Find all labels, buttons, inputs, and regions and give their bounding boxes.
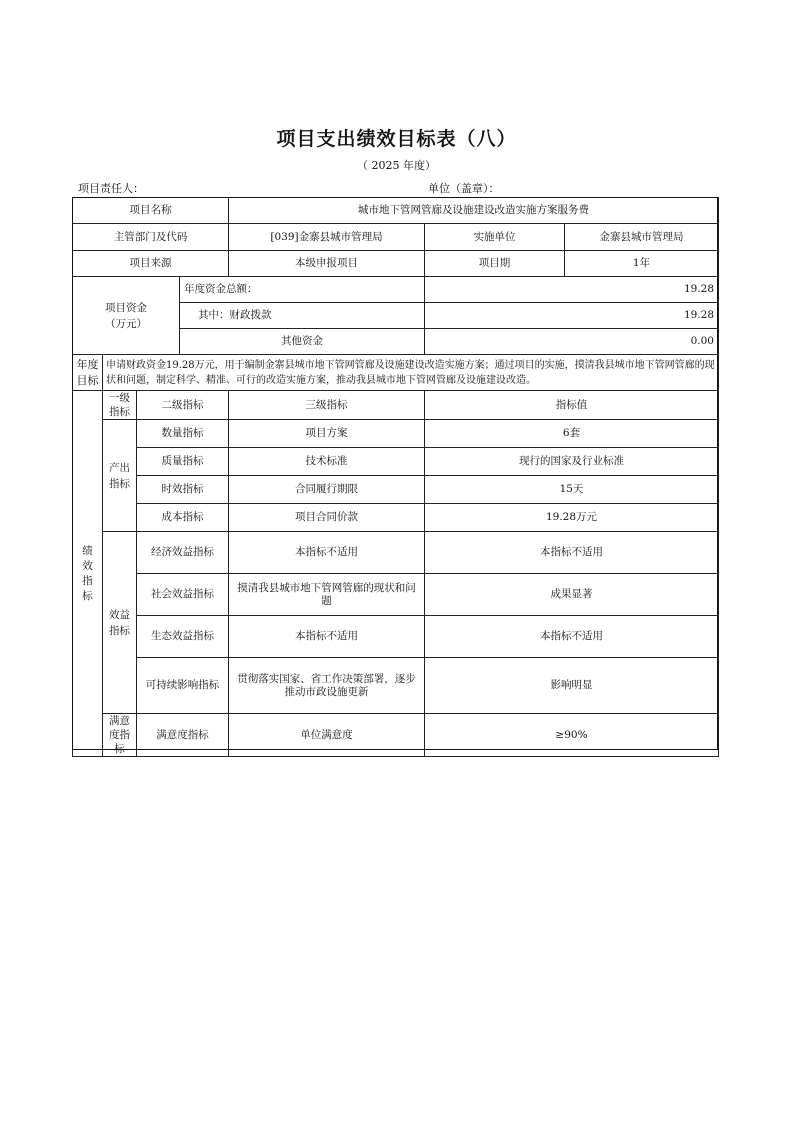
other-funds-value: 0.00 [425, 329, 719, 355]
value-cell: 成果显著 [425, 574, 719, 616]
level2-cell: 数量指标 [137, 420, 229, 448]
level3-cell: 合同履行期限 [229, 476, 425, 504]
table-row [73, 574, 719, 616]
value-cell: 19.28万元 [425, 504, 719, 532]
header-level2: 二级指标 [137, 391, 229, 420]
department-value: [039]金寨县城市管理局 [229, 224, 425, 251]
satisfaction-indicators-label: 满意度指标 [103, 714, 137, 757]
value-cell: 现行的国家及行业标准 [425, 448, 719, 476]
row-department [73, 224, 719, 251]
level2-cell: 可持续影响指标 [137, 658, 229, 714]
level2-cell: 经济效益指标 [137, 532, 229, 574]
level3-cell: 单位满意度 [229, 714, 425, 757]
project-period-value: 1年 [565, 251, 719, 277]
implementing-unit-value: 金寨县城市管理局 [565, 224, 719, 251]
level2-cell: 质量指标 [137, 448, 229, 476]
row-project-name [73, 198, 719, 224]
header-value: 指标值 [425, 391, 719, 420]
table-row [73, 504, 719, 532]
level3-cell: 项目合同价款 [229, 504, 425, 532]
other-funds-label: 其他资金 [180, 329, 425, 355]
level3-cell: 本指标不适用 [229, 532, 425, 574]
performance-target-table [72, 197, 719, 757]
level3-cell: 摸清我县城市地下管网管廊的现状和问题 [229, 574, 425, 616]
page-title: 项目支出绩效目标表（八） [276, 128, 517, 150]
value-cell: 15天 [425, 476, 719, 504]
value-cell: 本指标不适用 [425, 616, 719, 658]
project-source-value: 本级申报项目 [229, 251, 425, 277]
value-cell: ≥90% [425, 714, 719, 757]
annual-goal-label: 年度目标 [73, 355, 103, 391]
level3-cell: 技术标准 [229, 448, 425, 476]
benefit-indicators-label: 效益指标 [103, 532, 137, 714]
annual-total-label: 年度资金总额： [180, 277, 425, 303]
value-cell: 影响明显 [425, 658, 719, 714]
table-row [73, 658, 719, 714]
output-indicators-label: 产出指标 [103, 420, 137, 532]
fiscal-allocation-value: 19.28 [425, 303, 719, 329]
project-name-label: 项目名称 [73, 198, 229, 224]
level2-cell: 时效指标 [137, 476, 229, 504]
row-funds-total [73, 277, 719, 303]
fiscal-allocation-label: 其中：财政拨款 [180, 303, 425, 329]
unit-seal-label: 单位（盖章）： [428, 182, 500, 195]
table-row [73, 616, 719, 658]
level3-cell: 贯彻落实国家、省工作决策部署，逐步推动市政设施更新 [229, 658, 425, 714]
project-period-label: 项目期 [425, 251, 565, 277]
table-row [73, 448, 719, 476]
responsible-person-label: 项目责任人： [78, 182, 144, 195]
year-line: （ 2025 年度） [357, 159, 436, 172]
level3-cell: 项目方案 [229, 420, 425, 448]
level2-cell: 成本指标 [137, 504, 229, 532]
row-source [73, 251, 719, 277]
project-source-label: 项目来源 [73, 251, 229, 277]
row-annual-goal [73, 355, 719, 391]
level2-cell: 满意度指标 [137, 714, 229, 757]
level3-cell: 本指标不适用 [229, 616, 425, 658]
project-funds-label: 项目资金 （万元） [73, 277, 180, 355]
header-level1: 一级指标 [103, 391, 137, 420]
value-cell: 6套 [425, 420, 719, 448]
header-level3: 三级指标 [229, 391, 425, 420]
annual-total-value: 19.28 [425, 277, 719, 303]
implementing-unit-label: 实施单位 [425, 224, 565, 251]
level2-cell: 生态效益指标 [137, 616, 229, 658]
table-row [73, 532, 719, 574]
row-indicator-headers [73, 391, 719, 420]
level2-cell: 社会效益指标 [137, 574, 229, 616]
table-row [73, 476, 719, 504]
annual-goal-text: 申请财政资金19.28万元，用于编制金寨县城市地下管网管廊及设施建设改造实施方案；通过项目的实施，摸清我县城市地下管网管廊的现状和问题，制定科学、精准、可行的改造实施方案，推动我县城市地下管网管廊及设施建设改造。 [103, 355, 719, 391]
table-row [73, 714, 719, 757]
department-label: 主管部门及代码 [73, 224, 229, 251]
value-cell: 本指标不适用 [425, 532, 719, 574]
performance-indicators-label: 绩效指标 [73, 391, 103, 757]
table-row [73, 420, 719, 448]
project-name-value: 城市地下管网管廊及设施建设改造实施方案服务费 [229, 198, 719, 224]
